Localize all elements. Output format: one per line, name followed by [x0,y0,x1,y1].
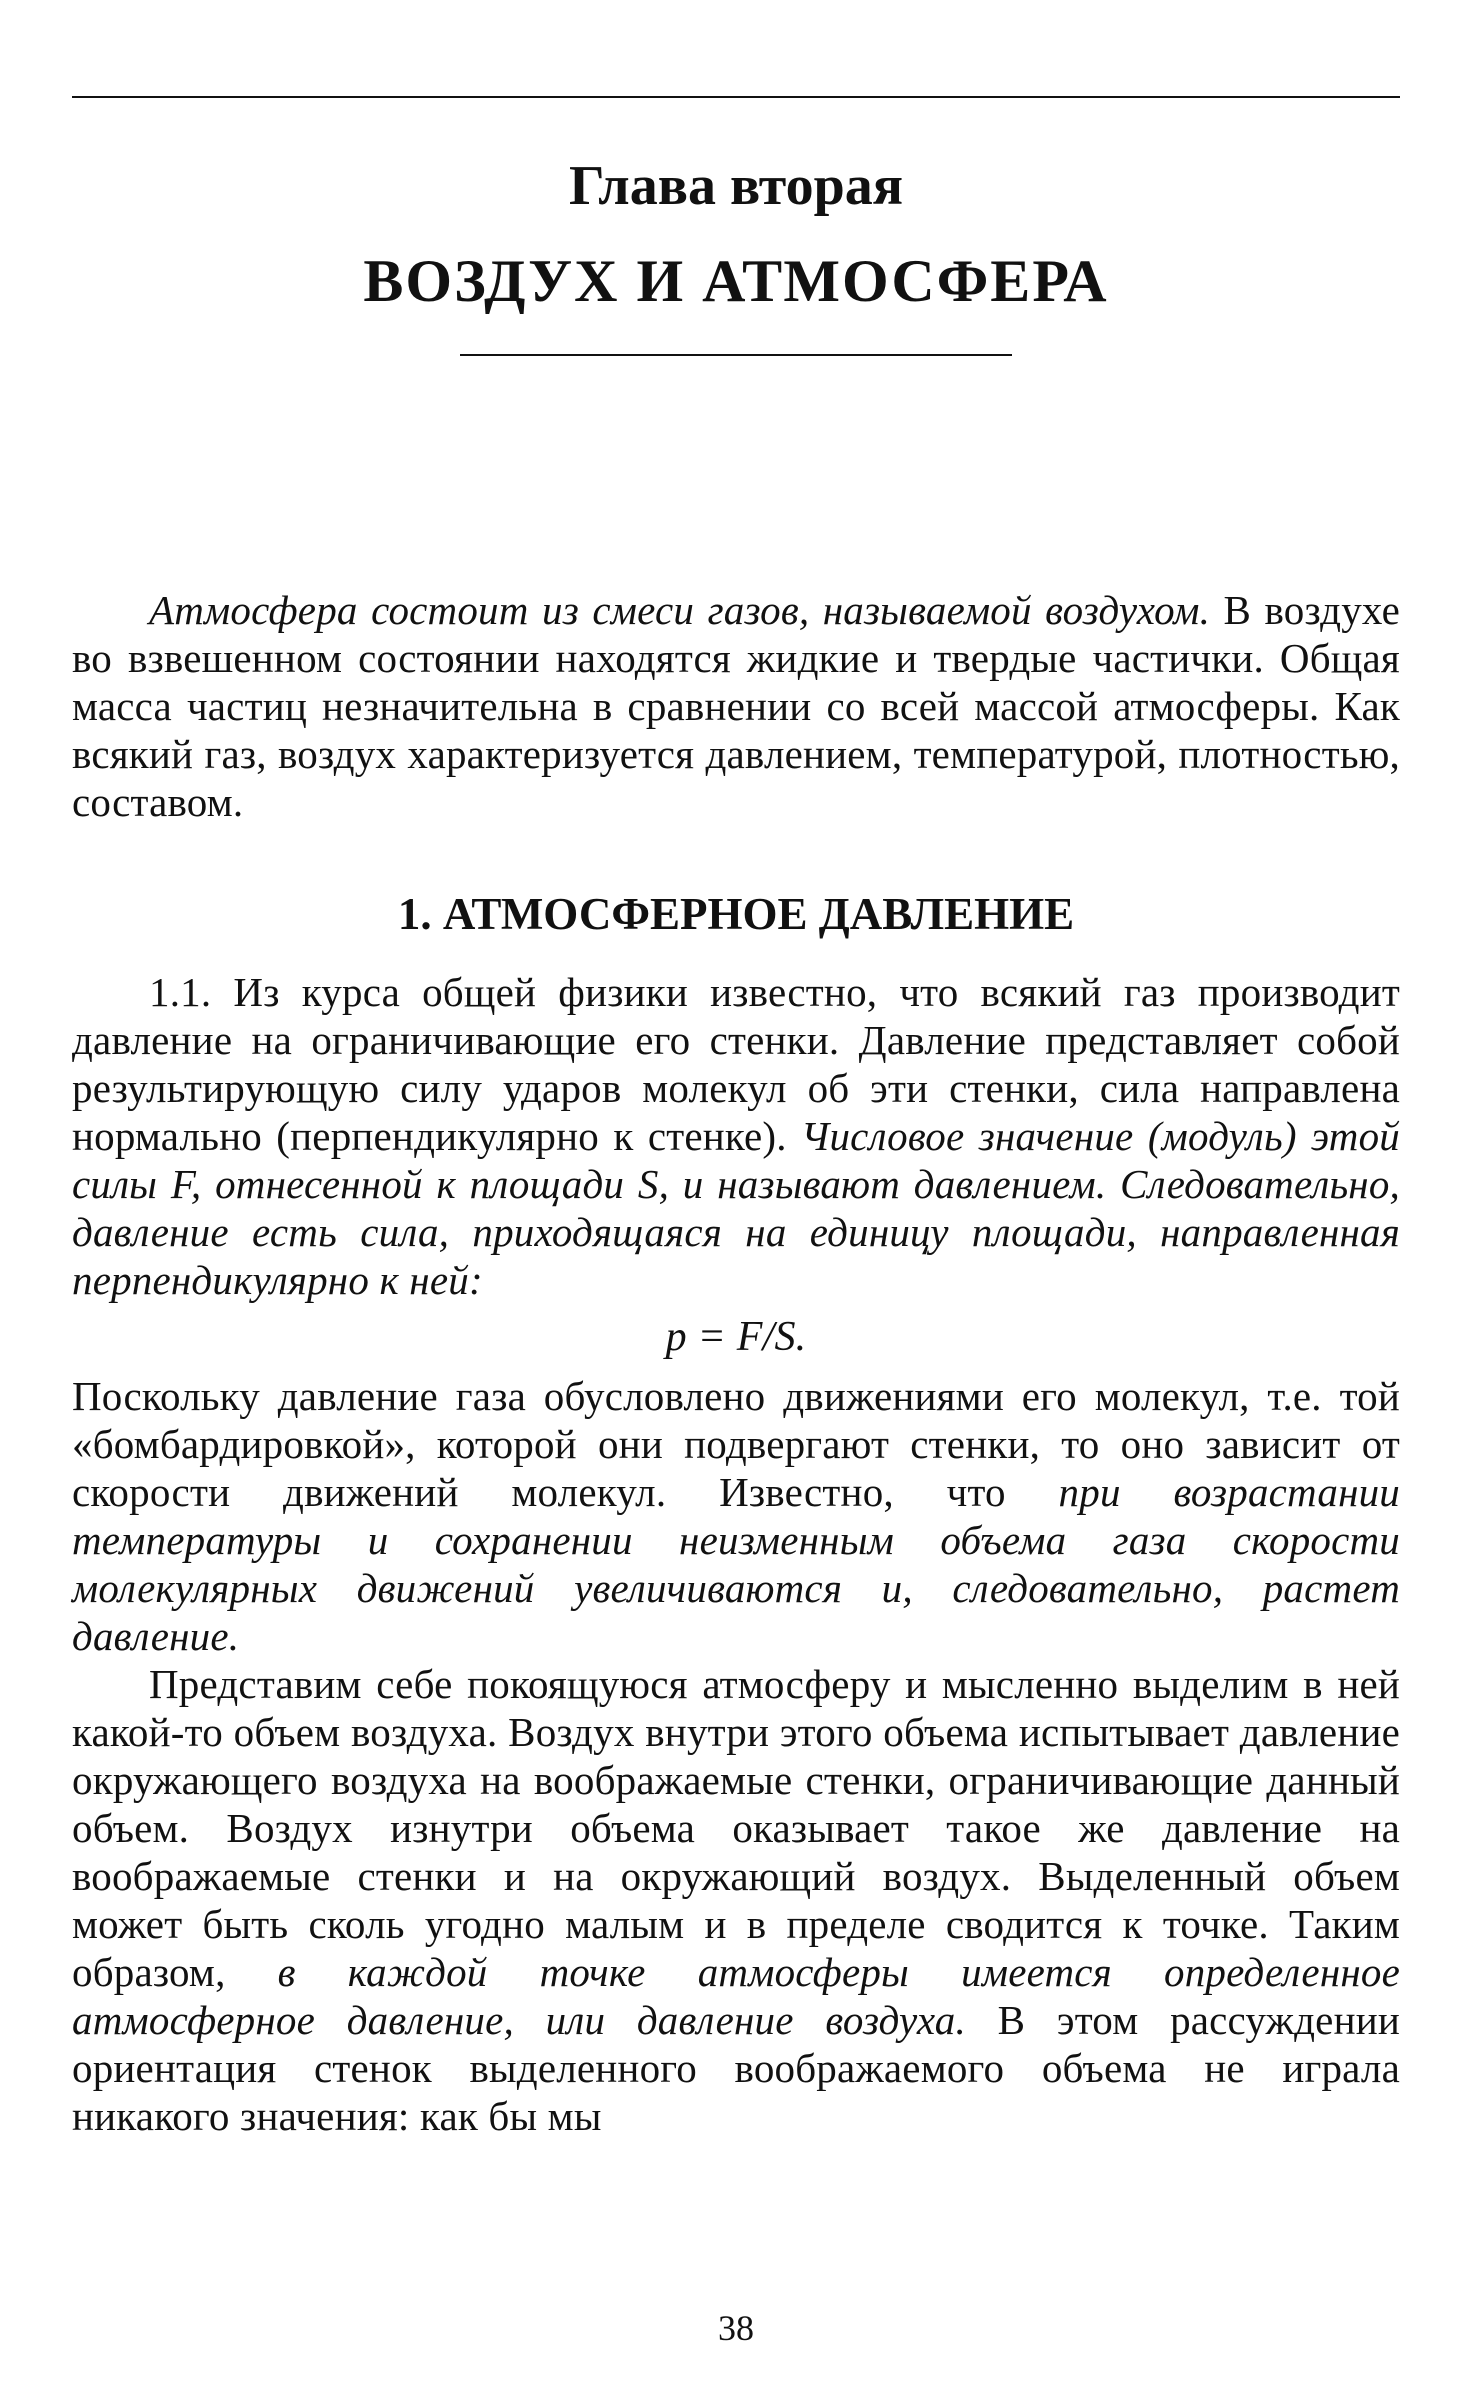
top-rule [72,96,1400,98]
book-page [72,96,1401,2348]
paragraph-2-italic: при возрастании температуры и сохранении неизменным объема газа скорости молекулярных движений увеличиваются и, следовательно, растет давление. [72,1469,1401,1659]
title-divider [460,354,1012,356]
page-number: 38 [718,2308,754,2348]
chapter-title: ВОЗДУХ И АТМОСФЕРА [363,248,1109,314]
pressure-formula: p = F/S. [665,1314,807,1360]
intro-block [72,586,1400,826]
intro-lead-italic: Атмосфера состоит из смеси газов, называемой воздухом. [149,587,1211,633]
paragraph-1-normal: 1.1. Из курса общей физики известно, что всякий газ производит давление на ограничивающие его стенки. Давление представляет собой результирующую силу ударов молекул об эти стенки, сила направлена нормально (перпендикулярно к стенке). [72,969,1400,1159]
paragraph-1-italic: Числовое значение (модуль) этой силы F, отнесенной к площади S, и называют давлением. Следовательно, давление есть сила, приходящаяся на единицу площади, направленная перпендикулярно к ней: [72,1113,1400,1303]
paragraph-3-tail: В этом рассуждении ориентация стенок выделенного воображаемого объема не играла никакого значения: как бы мы [72,1997,1400,2139]
chapter-label: Глава вторая [568,155,904,217]
paragraph-3 [72,1660,1400,2140]
paragraph-3-normal: Представим себе покоящуюся атмосферу и мысленно выделим в ней какой-то объем воздуха. Воздух внутри этого объема испытывает давление окружающего воздуха на воображаемые стенки, ограничивающие данный объем. Воздух изнутри объема оказывает такое же давление на воображаемые стенки и на окружающий воздух. Выделенный объем может быть сколь угодно малым и в пределе сводится к точке. Таким образом, [72,1661,1400,1995]
paragraph-2-normal: Поскольку давление газа обусловлено движениями его молекул, т.е. той «бомбардировкой», которой они подвергают стенки, то оно зависит от скорости движений молекул. Известно, что [72,1373,1400,1515]
section-heading: 1. АТМОСФЕРНОЕ ДАВЛЕНИЕ [397,889,1075,939]
intro-rest: В воздухе во взвешенном состоянии находятся жидкие и твердые частички. Общая масса частиц незначительна в сравнении со всей массой атмосферы. Как всякий газ, воздух характеризуется давлением, температурой, плотностью, составом. [72,587,1400,825]
paragraph-1 [72,968,1400,1304]
intro-paragraph [72,586,1400,826]
paragraph-3-italic: в каждой точке атмосферы имеется определенное атмосферное давление, или давление воздуха. [72,1949,1400,2043]
paragraph-2 [72,1372,1400,1660]
main-text [72,968,1400,2140]
